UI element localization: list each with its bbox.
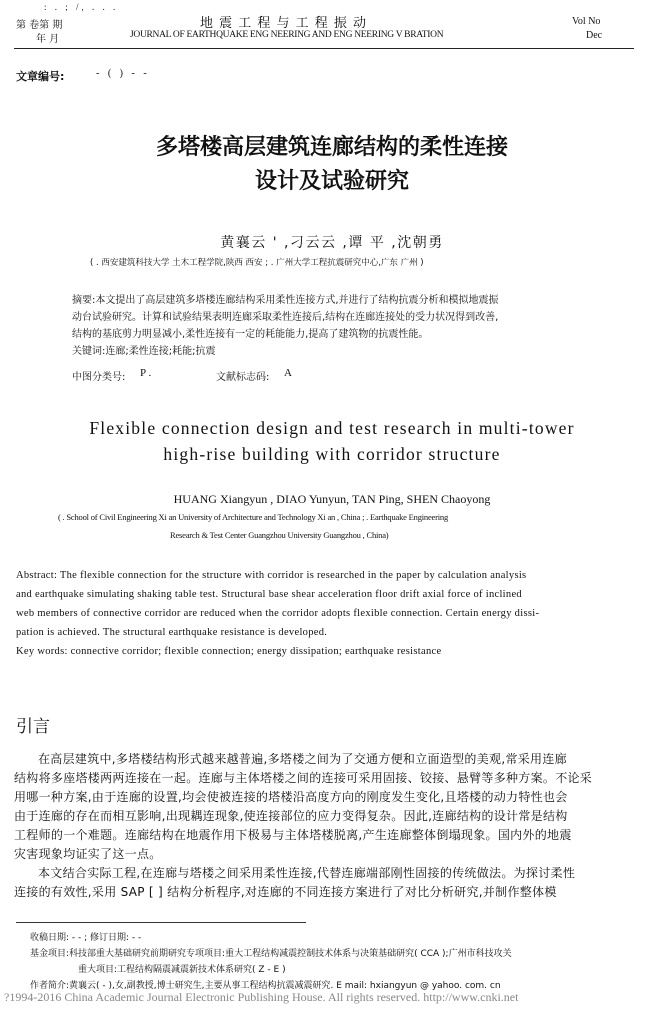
issue-month: Dec xyxy=(586,30,603,41)
footnote-author-bio: 作者简介:黄襄云( - ),女,副教授,博士研究生,主要从事工程结构抗震减震研究. E mail: hxiangyun @ yahoo. com. cn xyxy=(30,981,501,991)
document-code-label: 文献标志码: xyxy=(216,372,270,383)
affiliation-en-line2: Research & Test Center Guangzhou University Guangzhou , China) xyxy=(170,530,389,540)
classification-number-value: P . xyxy=(140,367,152,379)
abstract-en-line4: pation is achieved. The structural earthquake resistance is developed. xyxy=(16,627,328,638)
journal-title-cn: 地 震 工 程 与 工 程 振 动 xyxy=(200,16,368,31)
abstract-en xyxy=(16,566,644,661)
footnote-received-date: 收稿日期: - - ; 修订日期: - - xyxy=(30,933,142,943)
abstract-cn-line3: 结构的基底剪力明显减小,柔性连接有一定的耗能能力,提高了建筑物的抗震性能。 xyxy=(72,329,429,340)
abstract-cn xyxy=(72,292,499,360)
affiliation-cn: ( . 西安建筑科技大学 土木工程学院,陕西 西安 ; . 广州大学工程抗震研究中心,广东 广州 ) xyxy=(90,258,424,268)
paragraph-line: 结构将多座塔楼两两连接在一起。连廊与主体塔楼之间的连接可采用固接、铰接、悬臂等多种方案。不论采 xyxy=(14,771,593,785)
paragraph-line: 工程师的一个难题。连廊结构在地震作用下极易与主体塔楼脱离,产生连廊整体倒塌现象。国内外的地震 xyxy=(14,828,572,842)
keywords-en: Key words: connective corridor; flexible connection; energy dissipation; earthquake resistance xyxy=(16,646,442,657)
footnote-rule xyxy=(16,922,306,923)
title-en-line1: Flexible connection design and test research in multi-tower xyxy=(89,418,575,438)
title-cn-line2: 设计及试验研究 xyxy=(254,169,409,194)
abstract-cn-line1: 摘要:本文提出了高层建筑多塔楼连廊结构采用柔性连接方式,并进行了结构抗震分析和模拟地震振 xyxy=(72,295,499,306)
header-rule xyxy=(14,48,634,49)
paragraph-line: 连接的有效性,采用 SAP [ ] 结构分析程序,对连廊的不同连接方案进行了对比分析研究,并制作整体模 xyxy=(14,885,557,899)
abstract-cn-line2: 动台试验研究。计算和试验结果表明连廊采取柔性连接后,结构在连廊连接处的受力状况得到改善, xyxy=(72,312,499,323)
issue-info-line1: 第 卷第 期 xyxy=(16,20,63,31)
article-number-label: 文章编号: xyxy=(16,70,65,83)
paragraph-line: 在高层建筑中,多塔楼结构形式越来越普遍,多塔楼之间为了交通方便和立面造型的美观,常采用连廊 xyxy=(38,752,567,766)
keywords-cn: 关键词:连廊;柔性连接;耗能;抗震 xyxy=(72,346,216,357)
copyright-line: ?1994-2016 China Academic Journal Electronic Publishing House. All rights reserved. http://www.cnki.net xyxy=(4,990,519,1004)
issue-info-line2: 年 月 xyxy=(36,34,60,45)
abstract-en-line1: Abstract: The flexible connection for the structure with corridor is researched in the paper by calculation analysis xyxy=(16,570,527,581)
intro-paragraph-1 xyxy=(14,750,644,902)
paragraph-line: 灾害现象均证实了这一点。 xyxy=(14,847,162,861)
section-heading-introduction: 引言 xyxy=(16,717,50,737)
authors-en: HUANG Xiangyun , DIAO Yunyun, TAN Ping, SHEN Chaoyong xyxy=(173,492,491,506)
header-marks: : . ; /, . . . xyxy=(44,2,119,12)
paragraph-line: 本文结合实际工程,在连廊与塔楼之间采用柔性连接,代替连廊端部刚性固接的传统做法。为探讨柔性 xyxy=(38,866,576,880)
article-number-value: - ( ) - - xyxy=(96,68,150,79)
paragraph-line: 用哪一种方案,由于连廊的设置,均会使被连接的塔楼沿高度方向的刚度发生变化,且塔楼的动力特性也会 xyxy=(14,790,568,804)
abstract-en-line3: web members of connective corridor are reduced when the corridor adopts flexible connection. Certain energy dissi- xyxy=(16,608,540,619)
classification-number-label: 中图分类号: xyxy=(72,372,126,383)
abstract-en-line2: and earthquake simulating shaking table test. Structural base shear acceleration floor drift axial force of inclined xyxy=(16,589,522,600)
title-en-line2: high-rise building with corridor structure xyxy=(163,444,501,464)
paragraph-line: 由于连廊的存在而相互影响,出现耦连现象,使连接部位的应力变得复杂。因此,连廊结构的设计常是结构 xyxy=(14,809,568,823)
volume-number: Vol No xyxy=(572,16,601,27)
title-cn-line1: 多塔楼高层建筑连廊结构的柔性连接 xyxy=(155,135,508,160)
journal-title-en: JOURNAL OF EARTHQUAKE ENG NEERING AND ENG NEERING V BRATION xyxy=(130,30,444,40)
footnote-funding-line1: 基金项目:科技部重大基础研究前期研究专项项目:重大工程结构减震控制技术体系与决策基础研究( CCA );广州市科技攻关 xyxy=(30,949,512,959)
document-code-value: A xyxy=(284,367,292,379)
footnote-funding-line2: 重大项目:工程结构隔震减震新技术体系研究( Z - E ) xyxy=(78,965,286,975)
authors-cn: 黄襄云 ' ,刁云云 ,谭 平 ,沈朝勇 xyxy=(220,235,444,251)
affiliation-en-line1: ( . School of Civil Engineering Xi an University of Architecture and Technology Xi an , China ; . Earthquake Engineering xyxy=(58,512,448,522)
